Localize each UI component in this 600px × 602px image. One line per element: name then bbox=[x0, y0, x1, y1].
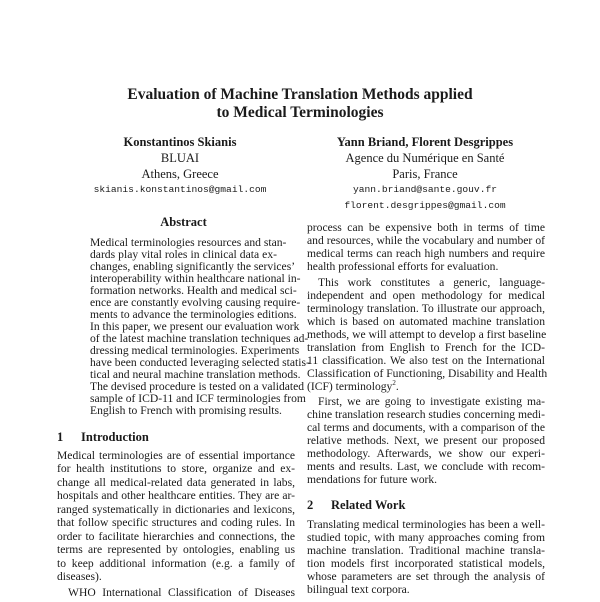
section-introduction bbox=[57, 429, 295, 602]
text-line: First, we are going to investigate existing ma- bbox=[318, 395, 545, 408]
text-line: methodology. Afterwards, we show our experi- bbox=[307, 447, 545, 460]
text-line: process can be expensive both in terms of time bbox=[307, 221, 545, 234]
text-line: Classification of Functioning, Disability and Health bbox=[307, 366, 548, 380]
text-line: methods, we will attempt to develop a first baseline bbox=[307, 327, 547, 341]
text-line: machine translation. Traditional machine transla- bbox=[307, 543, 545, 557]
punctuation: . bbox=[395, 379, 399, 393]
text-line: changes, enabling significantly the services’ bbox=[90, 260, 296, 273]
text-line: health professional efforts for evaluation. bbox=[307, 260, 499, 273]
title-line: to Medical Terminologies bbox=[216, 104, 384, 121]
author-affiliation: BLUAI bbox=[160, 151, 200, 165]
text-line: hospitals and other healthcare entities. They are ar- bbox=[57, 489, 295, 503]
text-line: to keep additional information (e.g. a family of bbox=[57, 556, 295, 570]
paragraph bbox=[307, 518, 545, 596]
text-line: independent and open methodology for medical bbox=[307, 288, 545, 302]
section-title: Related Work bbox=[331, 497, 406, 512]
text-line: This work constitutes a generic, language- bbox=[318, 275, 545, 289]
text-line: 11 classification. We also test on the International bbox=[307, 353, 545, 367]
text-line: order to facilitate hierarchies and connections, the bbox=[57, 529, 295, 543]
text-line: ence are constantly evolving causing require- bbox=[90, 296, 301, 309]
text-line: chine translation research studies concerning medi- bbox=[307, 408, 545, 421]
author-block-1 bbox=[80, 134, 280, 198]
section-heading bbox=[57, 429, 295, 445]
abstract-text bbox=[90, 236, 310, 417]
text-line: dressing medical terminologies. Experiments bbox=[90, 344, 300, 357]
text-line: cal terms and documents, with a comparison of the bbox=[307, 421, 545, 434]
paper-title bbox=[0, 86, 600, 122]
title-line: Evaluation of Machine Translation Methods applied bbox=[127, 86, 473, 103]
text-line: change all medical-related data generated in labs, bbox=[57, 475, 295, 489]
text-line: tical and neural machine translation methods. bbox=[90, 368, 301, 381]
author-email: florent.desgrippes@gmail.com bbox=[344, 199, 506, 211]
text-line: interoperability within healthcare national in- bbox=[90, 272, 301, 285]
text-line: WHO International Classification of Diseases bbox=[68, 585, 295, 599]
paragraph bbox=[307, 395, 545, 486]
text-line: have been conducted leveraging selected statis- bbox=[90, 356, 310, 369]
text-line: which is based on automated machine translation bbox=[307, 314, 545, 328]
text-line: tion models first incorporated statistical models, bbox=[307, 556, 545, 570]
text-line: formation networks. Health and medical sci- bbox=[90, 284, 297, 297]
section-title: Introduction bbox=[81, 430, 149, 444]
text-line: mendations for future work. bbox=[307, 473, 438, 486]
author-email: skianis.konstantinos@gmail.com bbox=[93, 184, 267, 195]
text-line: whose parameters are set through the analysis of bbox=[307, 569, 545, 583]
text-line: sample of ICD-11 and ICF terminologies from bbox=[90, 392, 306, 405]
text-line: diseases). bbox=[57, 569, 102, 583]
section-number: 1 bbox=[57, 430, 64, 444]
text-line: for health institutions to store, organize and ex- bbox=[57, 462, 295, 476]
author-location: Athens, Greece bbox=[141, 167, 219, 181]
text-line: terminology translation. To illustrate our approach, bbox=[307, 301, 545, 315]
text-line: translation from English to French for the ICD- bbox=[307, 340, 545, 354]
footnote-marker[interactable]: 2 bbox=[392, 378, 396, 387]
text-line: and resources, while the vocabulary and number of bbox=[307, 234, 545, 247]
paragraph bbox=[57, 586, 295, 599]
text-line: In this paper, we present our evaluation work bbox=[90, 320, 300, 333]
section-heading bbox=[307, 497, 545, 513]
paragraph bbox=[307, 221, 545, 273]
text-line: Translating medical terminologies has been a well- bbox=[307, 517, 545, 531]
paragraph bbox=[57, 449, 295, 583]
text-line: English to French with promising results. bbox=[90, 404, 282, 417]
text-line: studied topic, with many approaches coming from bbox=[307, 530, 545, 544]
paragraph bbox=[307, 275, 548, 393]
author-block-2 bbox=[300, 134, 550, 213]
text-line: ments to advance the terminologies editions. bbox=[90, 308, 297, 321]
text-line: Medical terminologies resources and stan- bbox=[90, 236, 287, 249]
abstract-heading: Abstract bbox=[160, 215, 207, 229]
text-line: (ICF) terminology$^2$. bbox=[307, 378, 399, 393]
author-email: yann.briand@sante.gouv.fr bbox=[353, 184, 497, 195]
text-line: Medical terminologies are of essential importance bbox=[57, 449, 295, 462]
right-column bbox=[307, 221, 548, 598]
text-line: medical terms can reach high numbers and require bbox=[307, 247, 545, 260]
abstract bbox=[90, 214, 310, 420]
text-line: of the latest machine translation techniques ad- bbox=[90, 332, 309, 345]
text-line: ments and results. Last, we conclude with recom- bbox=[307, 460, 545, 473]
text-line: The devised procedure is tested on a validated bbox=[90, 380, 305, 393]
author-location: Paris, France bbox=[392, 167, 458, 181]
author-affiliation: Agence du Numérique en Santé bbox=[345, 151, 505, 165]
text-line: dards play vital roles in clinical data ex- bbox=[90, 248, 277, 261]
author-name: Yann Briand, Florent Desgrippes bbox=[336, 135, 514, 149]
text-line: bilingual text corpora. bbox=[307, 582, 410, 596]
section-number: 2 bbox=[307, 497, 314, 512]
text-line: relative methods. Next, we present our proposed bbox=[307, 434, 545, 447]
author-name: Konstantinos Skianis bbox=[123, 135, 237, 149]
text-line: ranged systematically in dictionaries and lexicons, bbox=[57, 502, 295, 516]
text-line: that follow specific structures and coding rules. In bbox=[57, 516, 295, 530]
text-line: terms are represented by ontologies, enabling us bbox=[57, 543, 295, 557]
